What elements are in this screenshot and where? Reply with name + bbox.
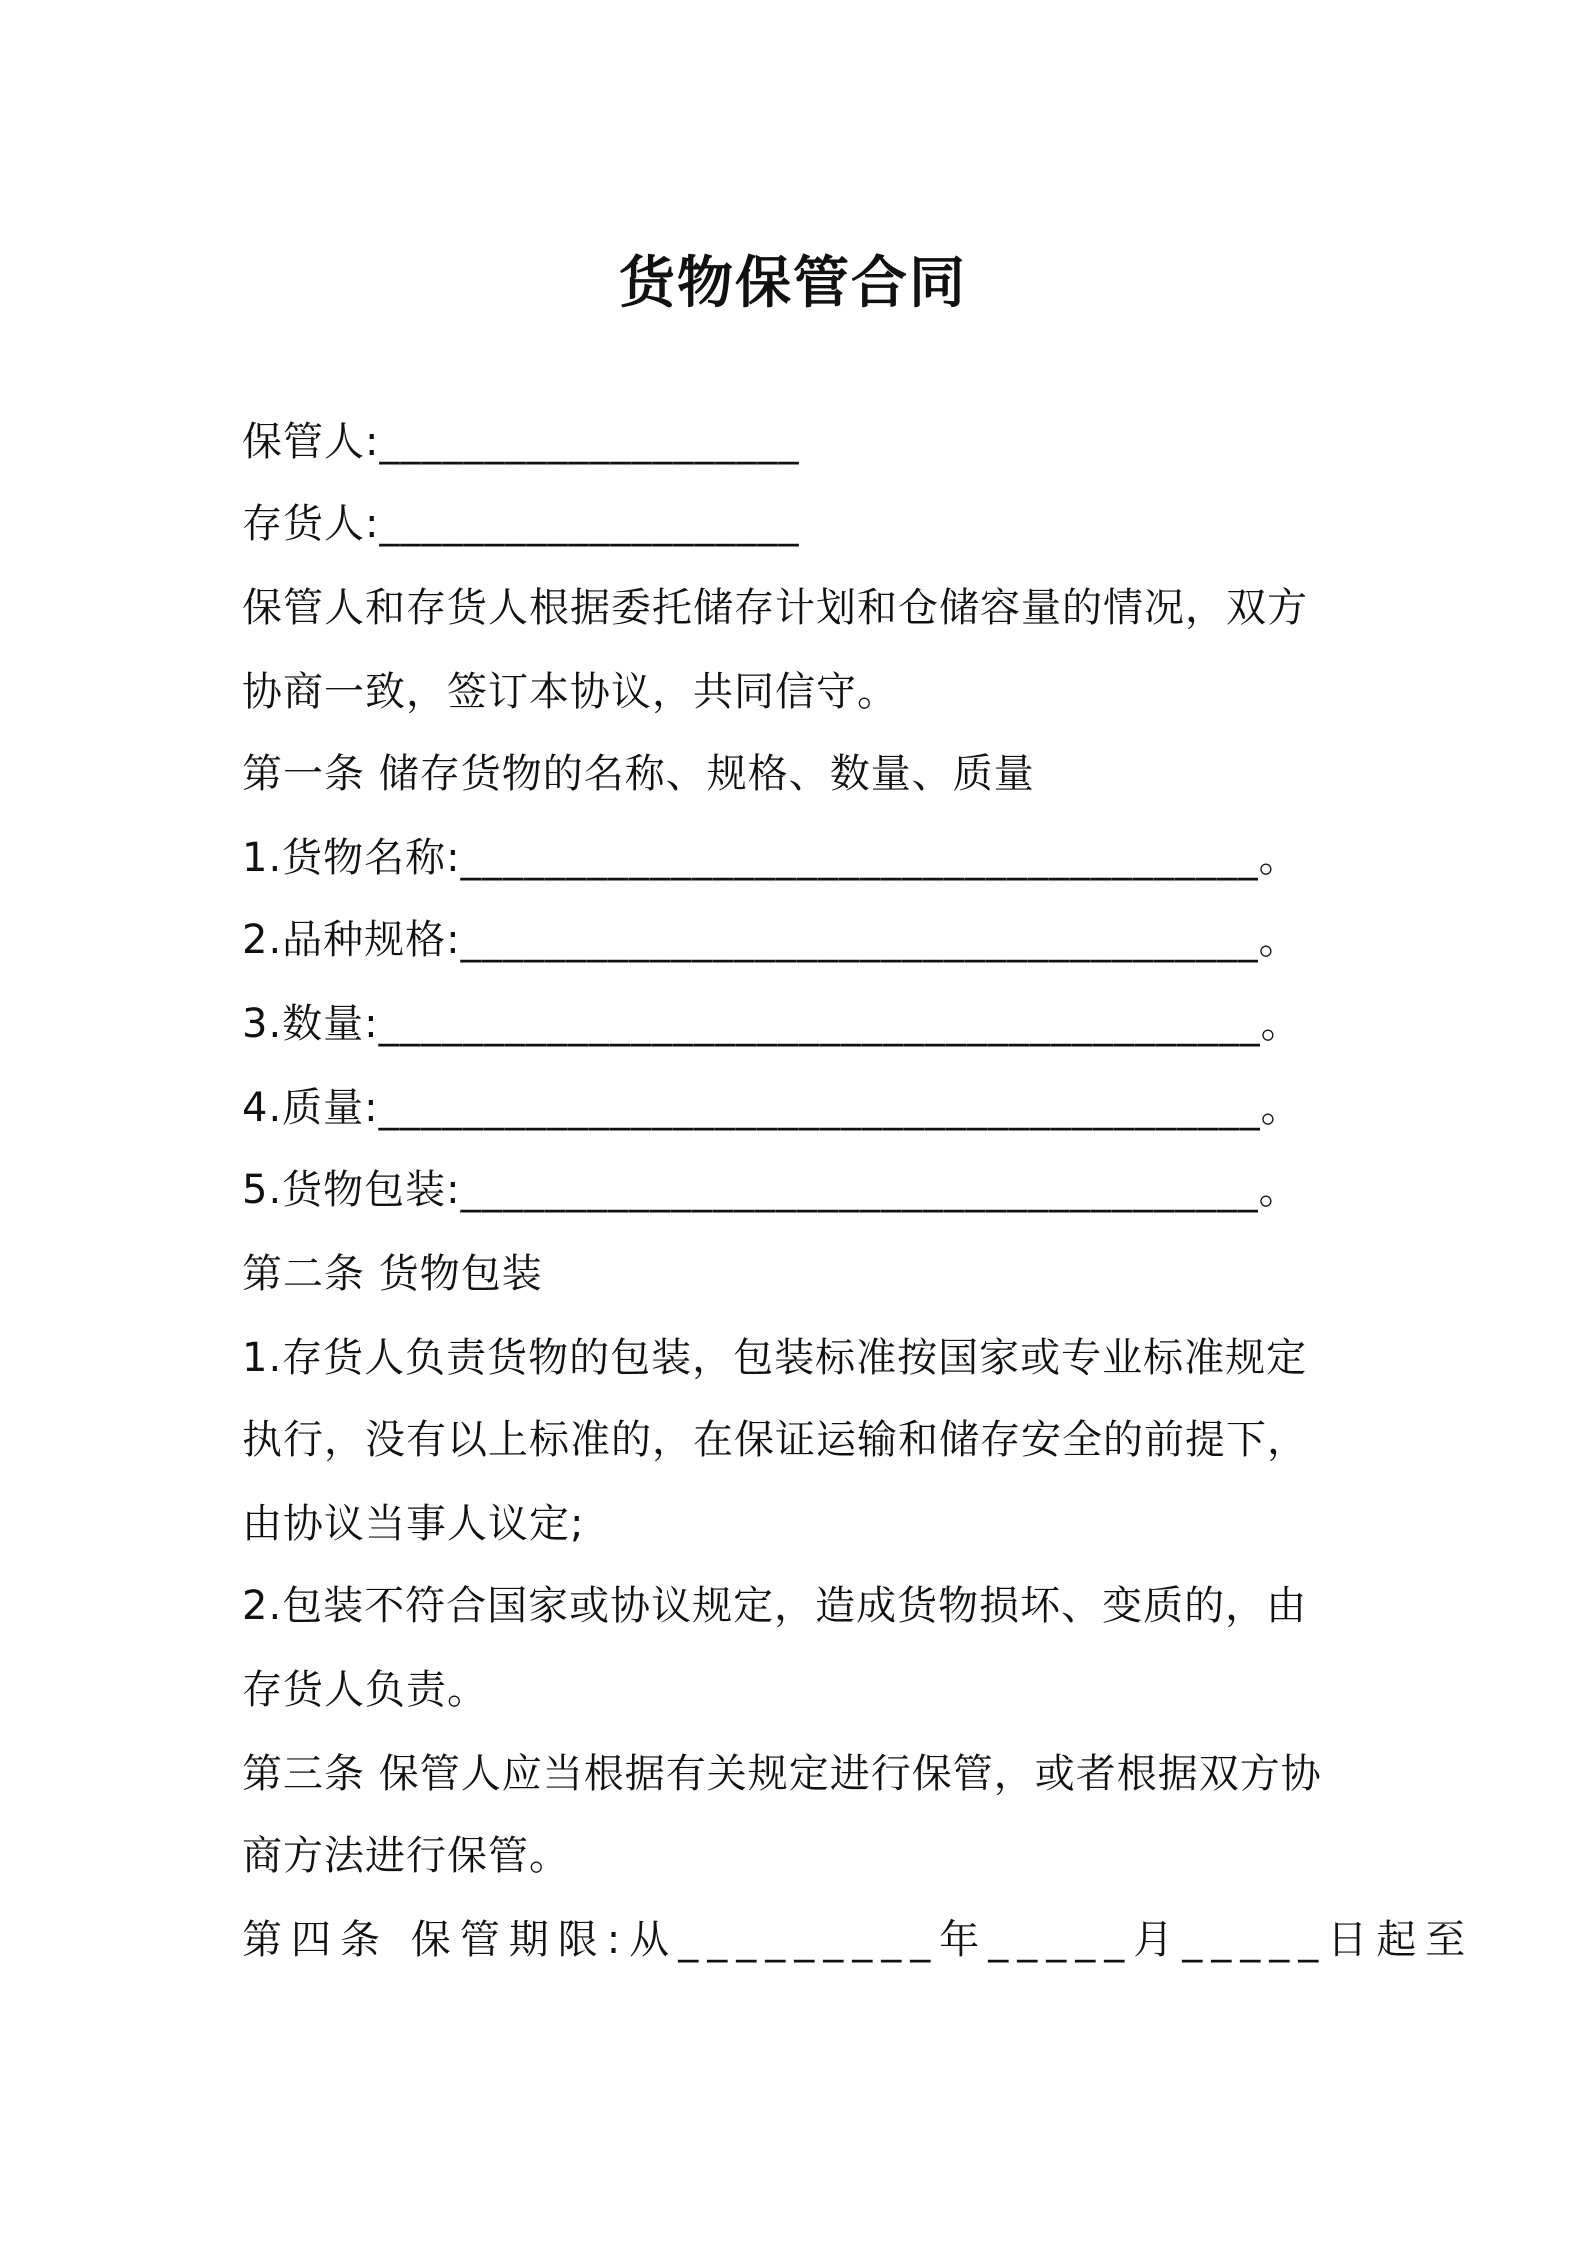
article-4-line: 第四条 保管期限:从_________年_____月_____日起至 [242, 1917, 1475, 1963]
custodian-line: 保管人:____________________ [242, 419, 800, 465]
goods-spec-line: 2.品种规格:______________________________________。 [242, 917, 1300, 963]
goods-quantity-line: 3.数量:__________________________________________。 [242, 1001, 1302, 1047]
article-2-clause-2-line-2: 存货人负责。 [242, 1667, 488, 1713]
goods-packaging-line: 5.货物包装:______________________________________。 [242, 1167, 1300, 1213]
preamble-line-2: 协商一致，签订本协议，共同信守。 [242, 669, 898, 715]
article-3-line-2: 商方法进行保管。 [242, 1833, 570, 1879]
article-3-line-1: 第三条 保管人应当根据有关规定进行保管，或者根据双方协 [242, 1751, 1322, 1797]
article-2-clause-2-line-1: 2.包装不符合国家或协议规定，造成货物损坏、变质的，由 [242, 1583, 1308, 1629]
article-2-clause-1-line-3: 由协议当事人议定; [242, 1501, 585, 1547]
article-2-clause-1-line-2: 执行，没有以上标准的，在保证运输和储存安全的前提下， [242, 1417, 1308, 1463]
goods-quality-line: 4.质量:__________________________________________。 [242, 1085, 1302, 1131]
document-title: 货物保管合同 [619, 251, 967, 316]
article-2-clause-1-line-1: 1.存货人负责货物的包装，包装标准按国家或专业标准规定 [242, 1335, 1308, 1381]
depositor-line: 存货人:____________________ [242, 501, 800, 547]
article-1-heading: 第一条 储存货物的名称、规格、数量、质量 [242, 751, 1035, 797]
preamble-line-1: 保管人和存货人根据委托储存计划和仓储容量的情况，双方 [242, 585, 1308, 631]
article-2-heading: 第二条 货物包装 [242, 1251, 543, 1297]
goods-name-line: 1.货物名称:______________________________________。 [242, 835, 1300, 881]
